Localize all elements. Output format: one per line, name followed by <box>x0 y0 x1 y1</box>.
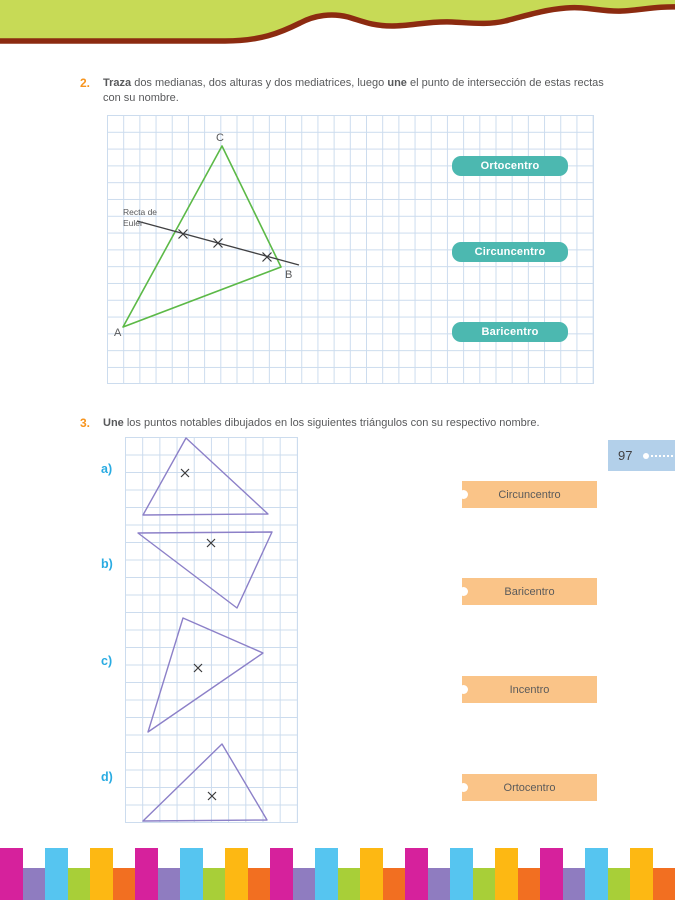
x-mark-c <box>194 664 202 672</box>
footer-bar <box>473 868 496 900</box>
button-ortocentro[interactable]: Ortocentro <box>452 156 568 176</box>
button-circuncentro[interactable]: Circuncentro <box>452 242 568 262</box>
footer-bar <box>495 848 518 900</box>
euler-line-label-2: Euler <box>123 218 143 228</box>
top-wave-decoration <box>0 0 675 52</box>
footer-bar <box>428 868 451 900</box>
triangle-d <box>143 744 267 821</box>
footer-bar <box>360 848 383 900</box>
exercise2-number: 2. <box>80 76 91 90</box>
footer-bar <box>225 848 248 900</box>
item-label-d: d) <box>101 770 113 784</box>
exercise2-text-2: el punto de intersección de estas rectas con su nombre. <box>103 77 604 104</box>
x-mark-a <box>181 469 189 477</box>
tag-incentro[interactable]: Incentro <box>462 676 597 703</box>
footer-bar <box>383 868 406 900</box>
vertex-label-c: C <box>216 132 224 144</box>
footer-bar <box>405 848 428 900</box>
triangle-a <box>143 438 268 515</box>
footer-bar <box>180 848 203 900</box>
footer-bar <box>540 848 563 900</box>
tag-ortocentro[interactable]: Ortocentro <box>462 774 597 801</box>
vertex-label-b: B <box>285 269 293 281</box>
exercise3-text-1: los puntos notables dibujados en los siguientes triángulos con su respectivo nombre. <box>123 417 540 429</box>
footer-bar <box>293 868 316 900</box>
footer-bar <box>315 848 338 900</box>
page-number: 97 <box>618 448 633 463</box>
footer-bar <box>90 848 113 900</box>
footer-bar <box>23 868 46 900</box>
triangle-c <box>148 618 263 732</box>
footer-bar <box>653 868 675 900</box>
page-tab-dot-icon <box>643 453 649 459</box>
page-tab-dotted-line <box>651 455 673 457</box>
footer-bar <box>0 848 23 900</box>
x-mark-centroid <box>214 239 223 248</box>
triangle-abc <box>123 146 281 327</box>
footer-bar <box>68 868 91 900</box>
footer-bar <box>270 848 293 900</box>
x-mark-b <box>207 539 215 547</box>
footer-bar <box>450 848 473 900</box>
button-baricentro[interactable]: Baricentro <box>452 322 568 342</box>
page-number-tab[interactable] <box>608 440 675 471</box>
notable-points-triangles <box>125 437 297 822</box>
footer-bar <box>135 848 158 900</box>
footer-bar <box>203 868 226 900</box>
exercise3-number: 3. <box>80 416 91 430</box>
item-label-a: a) <box>101 462 113 476</box>
tag-circuncentro[interactable]: Circuncentro <box>462 481 597 508</box>
footer-bars <box>0 848 675 900</box>
tag-baricentro[interactable]: Baricentro <box>462 578 597 605</box>
footer-bar <box>338 868 361 900</box>
item-label-c: c) <box>101 654 113 668</box>
euler-line-label-1: Recta de <box>123 207 158 217</box>
exercise2-bold-1: Traza <box>103 77 132 89</box>
exercise3-bold-1: Une <box>103 417 124 429</box>
footer-bar <box>563 868 586 900</box>
footer-bar <box>608 868 631 900</box>
exercise3-grid-canvas[interactable] <box>125 437 298 823</box>
footer-bar <box>45 848 68 900</box>
footer-bar <box>518 868 541 900</box>
vertex-label-a: A <box>114 327 122 339</box>
triangle-b <box>138 532 272 608</box>
exercise3-instruction <box>103 416 613 431</box>
item-label-b: b) <box>101 557 113 571</box>
footer-bar <box>158 868 181 900</box>
footer-bar <box>113 868 136 900</box>
footer-bar <box>248 868 271 900</box>
exercise2-instruction <box>103 76 613 105</box>
footer-bar <box>585 848 608 900</box>
exercise2-text-1: dos medianas, dos alturas y dos mediatrices, luego <box>131 77 388 89</box>
exercise2-bold-2: une <box>387 77 407 89</box>
x-mark-d <box>208 792 216 800</box>
footer-bar <box>630 848 653 900</box>
